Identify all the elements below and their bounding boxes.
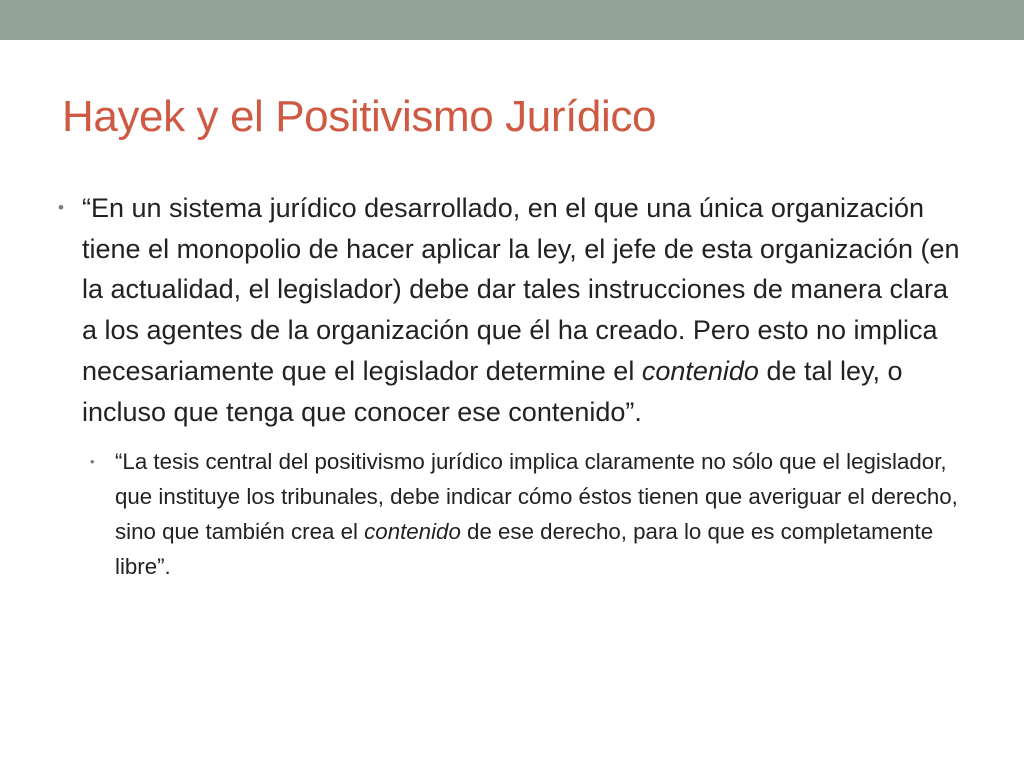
bullet-list <box>58 188 963 584</box>
sub-bullet-item-quote-2 <box>58 444 963 584</box>
bullet-marker-icon: • <box>58 198 64 217</box>
quote-2-emphasis: contenido <box>364 519 461 545</box>
quote-1-text-before: “En un sistema jurídico desarrollado, en el que una única organización tiene el monopolio de hacer aplicar la ley, el jefe de esta organización (en la actualidad, el legislador) debe dar tales instrucciones de manera clara a los agentes de la organización que él ha creado. Pero esto no implica necesariamente que el legislador determine el <box>82 193 960 386</box>
bullet-item-quote-1 <box>58 188 963 432</box>
header-band <box>0 0 1024 40</box>
quote-2-text-before: “La tesis central del positivismo jurídico implica claramente no sólo que el legislador, que instituye los tribunales, debe indicar cómo éstos tienen que averiguar el derecho, sino que también crea el <box>115 449 958 545</box>
sub-bullet-marker-icon: • <box>90 454 95 470</box>
slide-title: Hayek y el Positivismo Jurídico <box>62 92 657 141</box>
quote-1-emphasis: contenido <box>641 355 759 386</box>
quote-1-text-after: de tal ley, o incluso que tenga que conocer ese contenido”. <box>82 355 903 427</box>
quote-2-text-after: de ese derecho, para lo que es completamente libre”. <box>115 519 934 580</box>
